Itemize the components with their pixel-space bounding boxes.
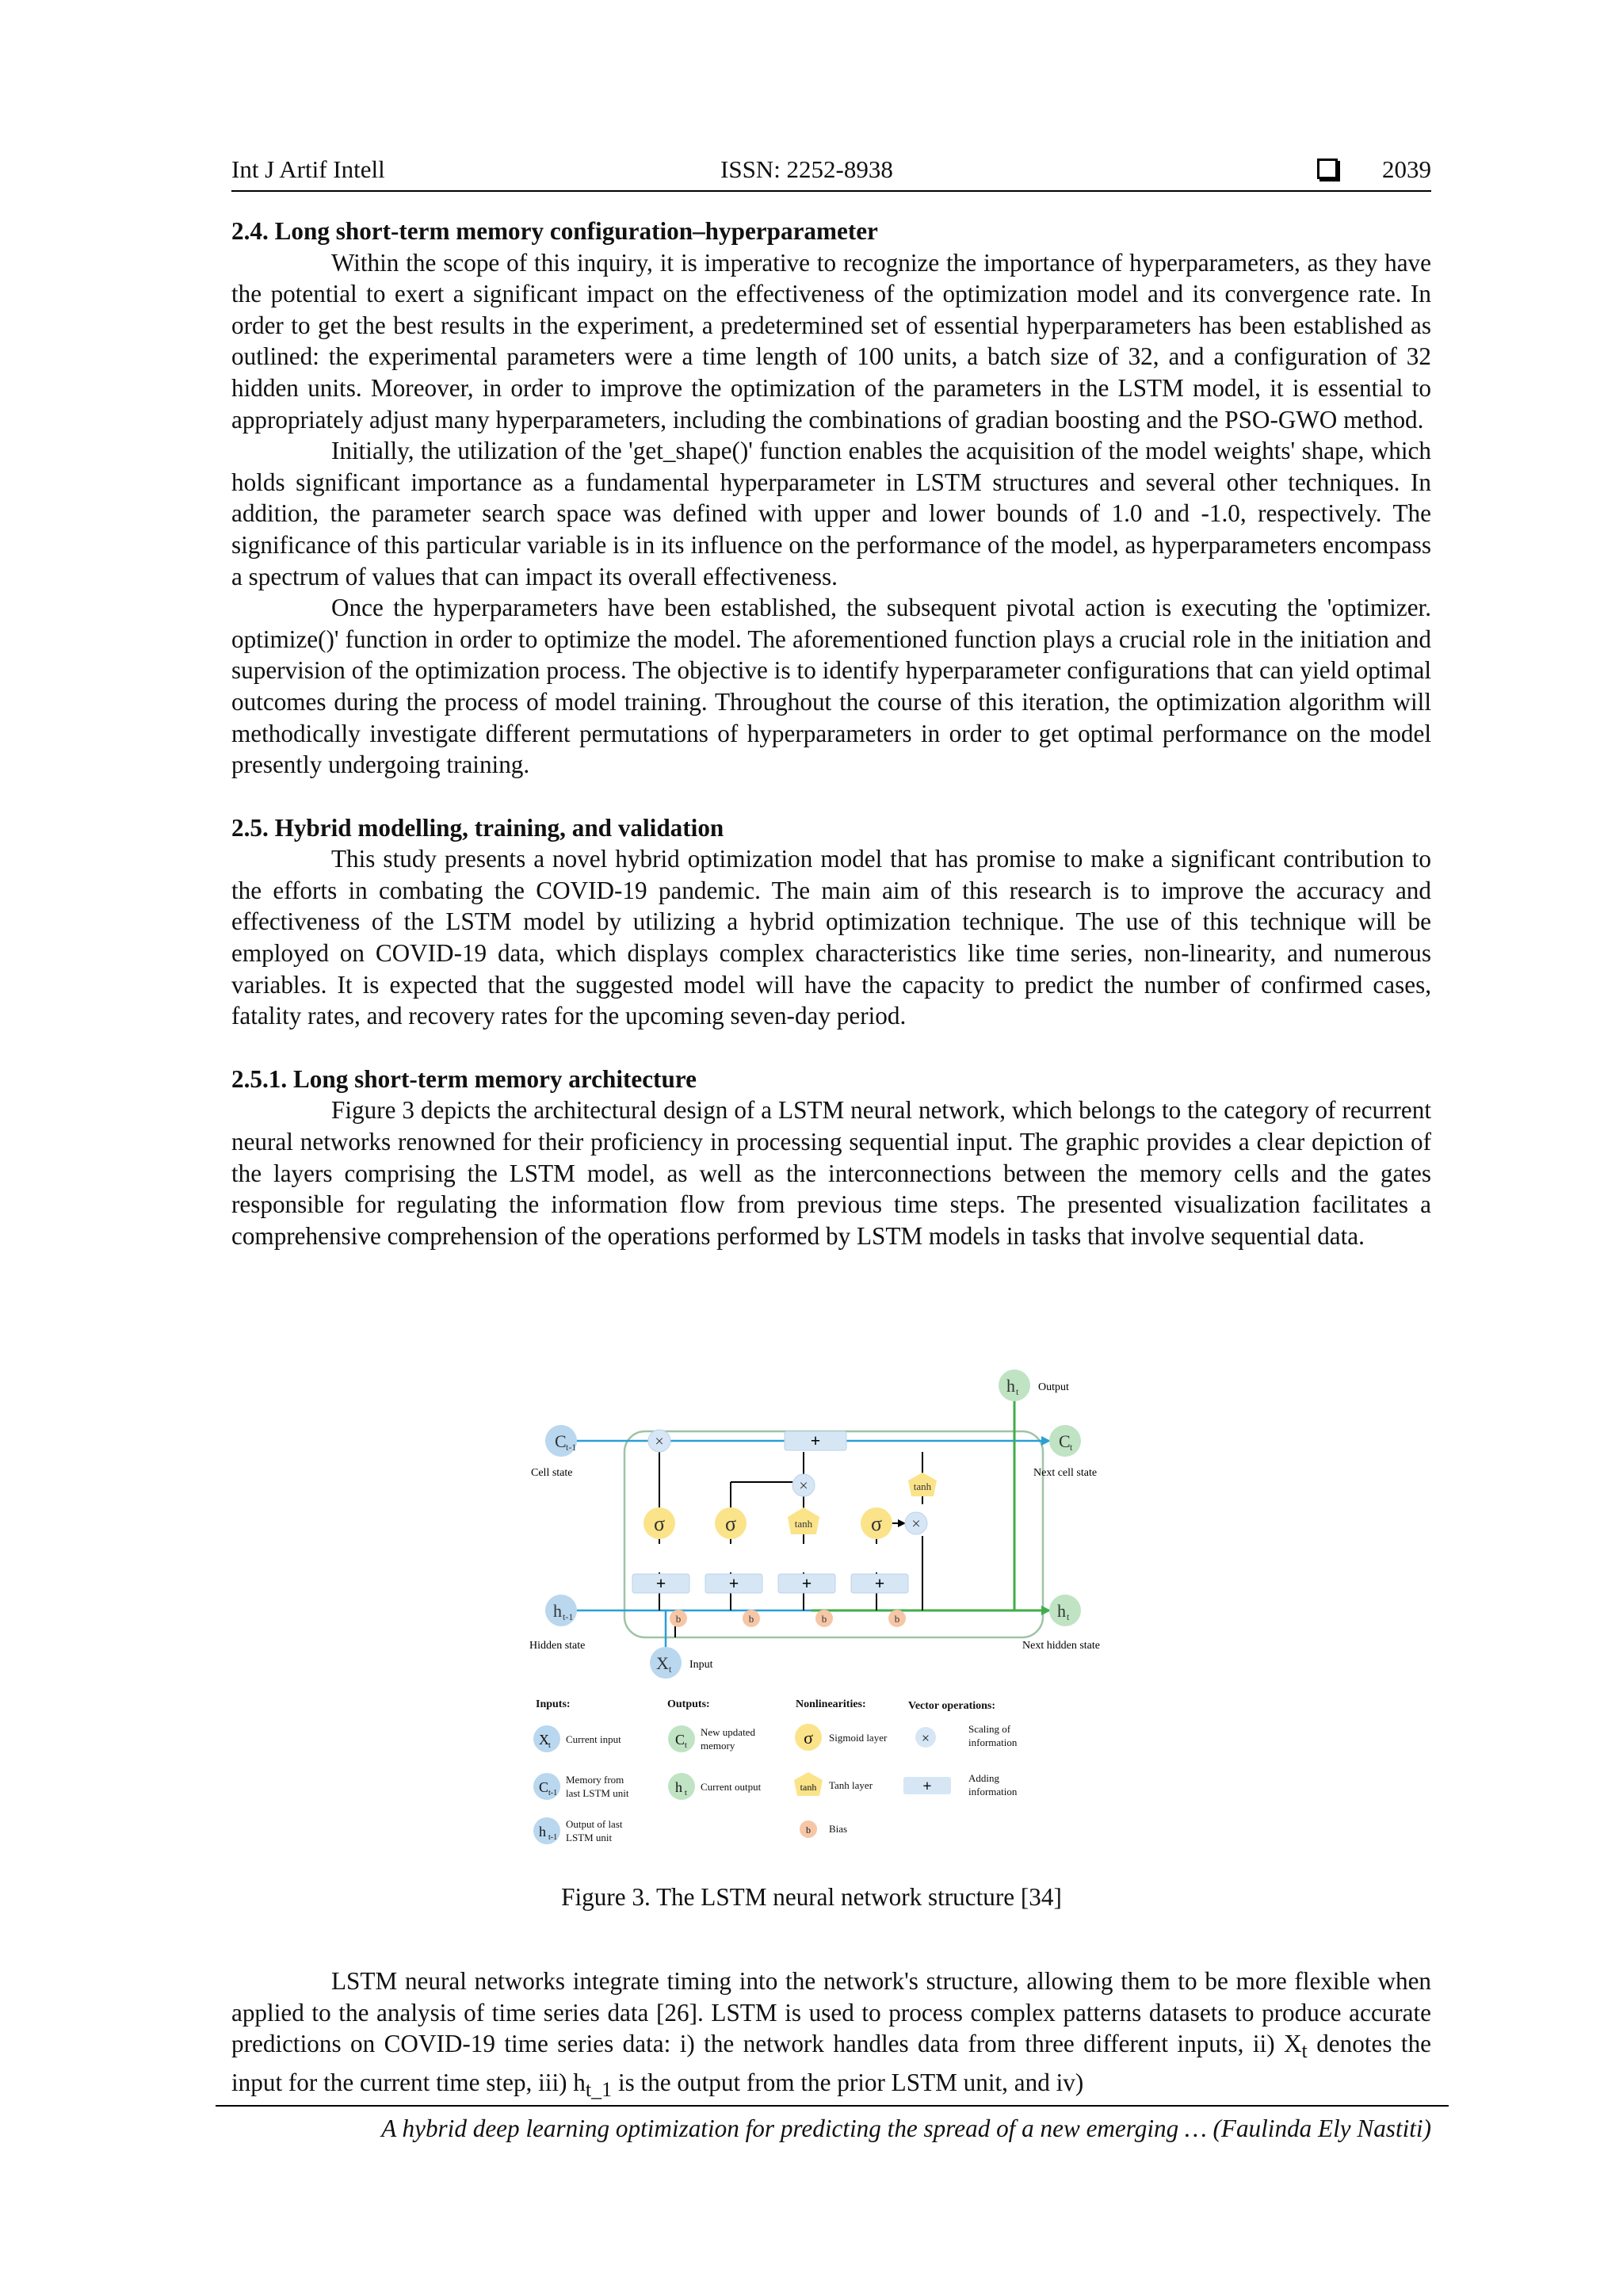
svg-text:tanh: tanh — [913, 1480, 932, 1492]
svg-text:Vector operations:: Vector operations: — [908, 1700, 996, 1712]
svg-text:Adding: Adding — [968, 1772, 999, 1784]
svg-text:Bias: Bias — [829, 1823, 848, 1835]
svg-text:σ: σ — [724, 1512, 737, 1535]
svg-text:Outputs:: Outputs: — [667, 1698, 710, 1710]
svg-text:h: h — [1057, 1601, 1066, 1621]
svg-text:last LSTM unit: last LSTM unit — [566, 1787, 629, 1799]
svg-text:σ: σ — [804, 1728, 813, 1748]
plus-operator: + — [801, 1573, 812, 1593]
next-cell-state-label: Next cell state — [1033, 1467, 1098, 1479]
svg-text:b: b — [748, 1613, 754, 1625]
svg-text:Tanh layer: Tanh layer — [829, 1779, 873, 1791]
body-text-after-figure — [231, 1966, 1431, 2106]
issn: ISSN: 2252-8938 — [720, 155, 893, 183]
svg-text:X: X — [656, 1653, 669, 1673]
paragraph: Initially, the utilization of the 'get_shape()' function enables the acquisition of the model weights' shape, which holds significant importance as a fundamental hyperparameter in LSTM structures and several other techniques. In addition, the parameter search space was defined with upper and lower bounds of 1.0 and -1.0, respectively. The significance of this particular variable is in its influence on the performance of the model, as hyperparameters encompass a spectrum of values that can impact its overall effectiveness. — [231, 437, 1431, 590]
svg-text:t: t — [1016, 1386, 1019, 1397]
running-header — [231, 155, 1431, 192]
svg-text:C: C — [555, 1431, 567, 1451]
plus-operator: + — [728, 1573, 739, 1593]
journal-name: Int J Artif Intell — [231, 155, 385, 183]
svg-text:Current input: Current input — [566, 1733, 621, 1745]
output-label: Output — [1038, 1381, 1069, 1393]
svg-text:C: C — [539, 1779, 549, 1795]
svg-text:t: t — [548, 1741, 551, 1750]
svg-text:t: t — [1067, 1611, 1070, 1622]
svg-text:t: t — [669, 1664, 672, 1675]
svg-text:New updated: New updated — [701, 1726, 755, 1738]
paragraph: Within the scope of this inquiry, it is imperative to recognize the importance of hyperparameters, as they have the potential to exert a significant impact on the effectiveness of the optimization model and its convergence rate. In order to get the best results in the experiment, a predetermined set of essential hyperparameters has been established as outlined: the experimental parameters were a time length of 100 units, a batch size of 32, and a configuration of 32 hidden units. Moreover, in order to improve the optimization of the parameters in the LSTM model, it is essential to appropriately adjust many hyperparameters, including the combinations of gradian boosting and the PSO-GWO method. — [231, 248, 1431, 434]
svg-text:Memory from: Memory from — [566, 1774, 624, 1786]
svg-text:C: C — [675, 1732, 685, 1748]
plus-operator: + — [874, 1573, 885, 1593]
paragraph: LSTM neural networks integrate timing into the network's structure, allowing them to be more flexible when applied to the analysis of time series data [26]. LSTM is used to process complex patterns datasets to produce accurate predictions on COVID-19 time series data: i) the network handles data from three different inputs, ii) $X_t$ denotes the input for the current time step, iii) $h_{t\_1}$ is the output from the prior LSTM unit, and iv) — [231, 1967, 1432, 2102]
svg-text:information: information — [968, 1736, 1018, 1748]
svg-text:h: h — [675, 1779, 682, 1795]
plus-operator: + — [655, 1573, 666, 1593]
input-label: Input — [689, 1659, 713, 1671]
svg-text:t: t — [685, 1789, 687, 1797]
svg-text:t: t — [685, 1741, 687, 1750]
paragraph: Figure 3 depicts the architectural design of a LSTM neural network, which belongs to the category of recurrent neural networks renowned for their proficiency in processing sequential input. The graphic provides a clear depiction of the layers comprising the LSTM model, as well as the interconnections between the memory cells and the gates responsible for regulating the information flow from previous time steps. The presented visualization facilitates a comprehensive comprehension of the operations performed by LSTM models in tasks that involve sequential data. — [231, 1096, 1431, 1250]
multiply-symbol: × — [911, 1515, 921, 1533]
multiply-symbol: × — [655, 1433, 664, 1450]
svg-text:information: information — [968, 1786, 1018, 1797]
svg-text:b: b — [675, 1613, 682, 1625]
svg-text:+: + — [922, 1778, 932, 1795]
svg-text:Inputs:: Inputs: — [536, 1698, 571, 1710]
svg-text:C: C — [1059, 1431, 1071, 1451]
svg-text:Scaling of: Scaling of — [968, 1723, 1011, 1735]
svg-text:Sigmoid layer: Sigmoid layer — [829, 1732, 888, 1744]
svg-text:h: h — [539, 1824, 546, 1839]
svg-text:×: × — [921, 1730, 930, 1746]
body-text — [231, 216, 1431, 1251]
svg-text:Nonlinearities:: Nonlinearities: — [796, 1698, 866, 1710]
svg-text:t-1: t-1 — [566, 1442, 577, 1453]
svg-text:Current output: Current output — [701, 1781, 762, 1793]
square-icon — [1317, 159, 1338, 179]
svg-text:memory: memory — [701, 1740, 735, 1752]
svg-text:h: h — [553, 1601, 562, 1621]
svg-text:σ: σ — [870, 1512, 883, 1535]
svg-text:h: h — [1006, 1376, 1015, 1396]
svg-text:σ: σ — [653, 1512, 666, 1535]
figure-caption: Figure 3. The LSTM neural network structure [34] — [561, 1883, 1062, 1911]
cell-boundary — [624, 1431, 1043, 1637]
legend — [533, 1698, 1018, 1844]
svg-text:tanh: tanh — [794, 1518, 813, 1530]
running-footer — [216, 2105, 1449, 2143]
paragraph: Once the hyperparameters have been established, the subsequent pivotal action is executing the 'optimizer. optimize()' function in order to optimize the model. The aforementioned function plays a crucial role in the initiation and supervision of the optimization process. The objective is to identify hyperparameter configurations that can yield optimal outcomes during the process of model training. Throughout the course of this iteration, the optimization algorithm will methodically investigate different permutations of hyperparameters in order to get optimal performance on the model presently undergoing training. — [231, 594, 1431, 779]
svg-text:tanh: tanh — [800, 1782, 817, 1793]
section-heading-2-5-1: 2.5.1. Long short-term memory architecture — [231, 1064, 697, 1093]
svg-text:LSTM unit: LSTM unit — [566, 1832, 613, 1843]
svg-text:X: X — [539, 1732, 549, 1748]
section-heading-2-4: 2.4. Long short-term memory configuration–hyperparameter — [231, 217, 878, 245]
hidden-state-label: Hidden state — [529, 1640, 586, 1652]
svg-text:b: b — [894, 1613, 900, 1625]
svg-text:Output of last: Output of last — [566, 1818, 623, 1830]
svg-text:t-1: t-1 — [548, 1789, 558, 1797]
paragraph: This study presents a novel hybrid optimization model that has promise to make a significant contribution to the efforts in combating the COVID-19 pandemic. The main aim of this research is to improve the accuracy and effectiveness of the LSTM model by utilizing a hybrid optimization technique. The use of this technique will be employed on COVID-19 data, which displays complex characteristics like time series, non-linearity, and numerous variables. It is expected that the suggested model will have the capacity to predict the number of confirmed cases, fatality rates, and recovery rates for the upcoming seven-day period. — [231, 845, 1431, 1030]
section-heading-2-5: 2.5. Hybrid modelling, training, and validation — [231, 813, 724, 842]
svg-text:t: t — [1070, 1442, 1073, 1453]
footer-text: A hybrid deep learning optimization for predicting the spread of a new emerging … (Faulinda Ely Nastiti) — [381, 2115, 1431, 2142]
svg-text:b: b — [806, 1824, 811, 1836]
page-number: 2039 — [1382, 155, 1431, 183]
cell-state-label: Cell state — [531, 1467, 573, 1479]
plus-operator: + — [810, 1431, 821, 1450]
multiply-symbol: × — [799, 1477, 808, 1495]
lstm-diagram — [526, 1365, 1122, 1856]
next-hidden-state-label: Next hidden state — [1022, 1640, 1100, 1652]
svg-text:t-1: t-1 — [548, 1833, 558, 1842]
svg-text:b: b — [821, 1613, 827, 1625]
svg-text:t-1: t-1 — [563, 1611, 574, 1622]
